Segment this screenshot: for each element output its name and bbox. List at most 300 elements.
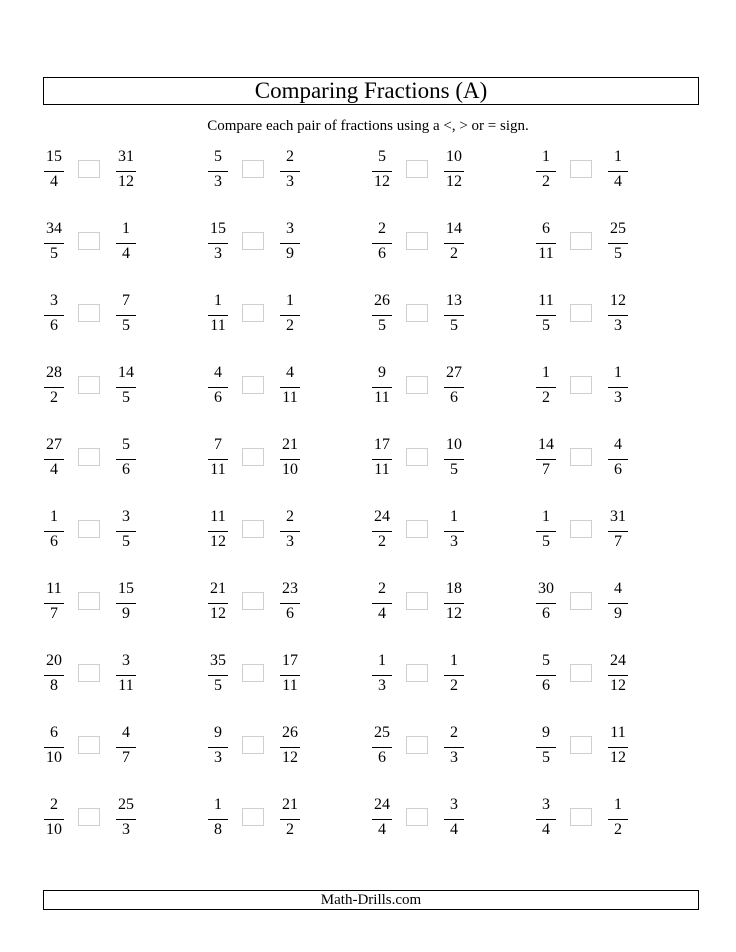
denominator: 3 (450, 749, 458, 766)
left-fraction (368, 508, 396, 554)
fraction-bar (44, 459, 64, 460)
fraction-bar (536, 675, 556, 676)
answer-box[interactable] (242, 376, 264, 394)
fraction-bar (116, 603, 136, 604)
left-fraction (532, 508, 560, 554)
fraction-bar (208, 387, 228, 388)
right-fraction (276, 724, 304, 770)
left-fraction (40, 148, 68, 194)
fraction-bar (44, 747, 64, 748)
fraction-bar (116, 387, 136, 388)
denominator: 3 (122, 821, 130, 838)
right-fraction (112, 148, 140, 194)
denominator: 3 (214, 245, 222, 262)
problem (204, 796, 334, 842)
numerator: 1 (450, 652, 458, 669)
left-fraction (40, 652, 68, 698)
answer-box[interactable] (570, 448, 592, 466)
left-fraction (532, 724, 560, 770)
denominator: 3 (214, 173, 222, 190)
left-fraction (368, 220, 396, 266)
answer-box[interactable] (242, 232, 264, 250)
problem (40, 292, 170, 338)
problem (40, 148, 170, 194)
fraction-bar (44, 315, 64, 316)
problem (40, 796, 170, 842)
numerator: 14 (118, 364, 134, 381)
fraction-bar (444, 819, 464, 820)
answer-box[interactable] (242, 664, 264, 682)
denominator: 8 (214, 821, 222, 838)
answer-box[interactable] (242, 592, 264, 610)
left-fraction (368, 292, 396, 338)
fraction-bar (444, 243, 464, 244)
numerator: 26 (282, 724, 298, 741)
fraction-bar (536, 387, 556, 388)
denominator: 5 (450, 317, 458, 334)
left-fraction (368, 580, 396, 626)
fraction-bar (116, 531, 136, 532)
denominator: 10 (282, 461, 298, 478)
left-fraction (532, 580, 560, 626)
right-fraction (440, 508, 468, 554)
answer-box[interactable] (242, 808, 264, 826)
denominator: 3 (214, 749, 222, 766)
denominator: 11 (374, 389, 390, 406)
answer-box[interactable] (406, 304, 428, 322)
fraction-bar (444, 315, 464, 316)
numerator: 1 (214, 796, 222, 813)
numerator: 6 (542, 220, 550, 237)
answer-box[interactable] (78, 736, 100, 754)
fraction-bar (608, 243, 628, 244)
denominator: 5 (614, 245, 622, 262)
problem (532, 292, 662, 338)
problem (532, 652, 662, 698)
answer-box[interactable] (406, 808, 428, 826)
right-fraction (112, 724, 140, 770)
fraction-bar (116, 675, 136, 676)
problem (532, 436, 662, 482)
numerator: 17 (282, 652, 298, 669)
numerator: 6 (50, 724, 58, 741)
right-fraction (276, 508, 304, 554)
denominator: 5 (122, 317, 130, 334)
right-fraction (276, 796, 304, 842)
numerator: 1 (50, 508, 58, 525)
numerator: 4 (122, 724, 130, 741)
right-fraction (112, 580, 140, 626)
numerator: 2 (378, 220, 386, 237)
denominator: 2 (450, 245, 458, 262)
left-fraction (40, 220, 68, 266)
denominator: 3 (450, 533, 458, 550)
answer-box[interactable] (78, 304, 100, 322)
denominator: 12 (282, 749, 298, 766)
numerator: 28 (46, 364, 62, 381)
fraction-bar (444, 675, 464, 676)
fraction-bar (208, 819, 228, 820)
answer-box[interactable] (570, 304, 592, 322)
right-fraction (440, 652, 468, 698)
right-fraction (440, 364, 468, 410)
numerator: 25 (610, 220, 626, 237)
numerator: 4 (614, 580, 622, 597)
answer-box[interactable] (242, 448, 264, 466)
problem (204, 148, 334, 194)
numerator: 24 (374, 508, 390, 525)
denominator: 4 (450, 821, 458, 838)
denominator: 2 (378, 533, 386, 550)
right-fraction (112, 436, 140, 482)
denominator: 5 (378, 317, 386, 334)
numerator: 14 (446, 220, 462, 237)
numerator: 3 (50, 292, 58, 309)
fraction-bar (536, 459, 556, 460)
numerator: 1 (450, 508, 458, 525)
problem (204, 436, 334, 482)
answer-box[interactable] (406, 376, 428, 394)
denominator: 2 (614, 821, 622, 838)
denominator: 12 (446, 605, 462, 622)
fraction-bar (208, 603, 228, 604)
numerator: 3 (450, 796, 458, 813)
denominator: 2 (450, 677, 458, 694)
numerator: 1 (614, 148, 622, 165)
left-fraction (532, 292, 560, 338)
fraction-bar (372, 315, 392, 316)
answer-box[interactable] (78, 448, 100, 466)
numerator: 21 (282, 796, 298, 813)
fraction-bar (280, 531, 300, 532)
answer-box[interactable] (406, 232, 428, 250)
answer-box[interactable] (406, 664, 428, 682)
fraction-bar (208, 747, 228, 748)
left-fraction (532, 364, 560, 410)
fraction-bar (372, 603, 392, 604)
denominator: 7 (50, 605, 58, 622)
fraction-bar (444, 603, 464, 604)
answer-box[interactable] (78, 592, 100, 610)
numerator: 15 (210, 220, 226, 237)
problem (368, 580, 498, 626)
fraction-bar (536, 171, 556, 172)
instructions: Compare each pair of fractions using a <, > or = sign. (207, 118, 529, 134)
answer-box[interactable] (78, 520, 100, 538)
numerator: 1 (122, 220, 130, 237)
numerator: 27 (446, 364, 462, 381)
left-fraction (204, 148, 232, 194)
problem (368, 652, 498, 698)
numerator: 11 (610, 724, 626, 741)
denominator: 6 (542, 677, 550, 694)
denominator: 3 (614, 389, 622, 406)
denominator: 12 (610, 749, 626, 766)
numerator: 2 (286, 508, 294, 525)
numerator: 35 (210, 652, 226, 669)
fraction-bar (116, 459, 136, 460)
fraction-bar (372, 243, 392, 244)
fraction-bar (208, 315, 228, 316)
denominator: 4 (542, 821, 550, 838)
left-fraction (204, 508, 232, 554)
answer-box[interactable] (570, 592, 592, 610)
numerator: 27 (46, 436, 62, 453)
problem (532, 220, 662, 266)
denominator: 6 (542, 605, 550, 622)
numerator: 11 (46, 580, 62, 597)
numerator: 11 (210, 508, 226, 525)
problem (532, 580, 662, 626)
numerator: 1 (378, 652, 386, 669)
answer-box[interactable] (78, 664, 100, 682)
denominator: 4 (614, 173, 622, 190)
numerator: 34 (46, 220, 62, 237)
fraction-bar (444, 531, 464, 532)
denominator: 12 (118, 173, 134, 190)
numerator: 9 (542, 724, 550, 741)
numerator: 15 (118, 580, 134, 597)
answer-box[interactable] (78, 376, 100, 394)
answer-box[interactable] (570, 376, 592, 394)
fraction-bar (116, 243, 136, 244)
numerator: 1 (614, 364, 622, 381)
problem (40, 580, 170, 626)
fraction-bar (208, 531, 228, 532)
fraction-bar (608, 747, 628, 748)
numerator: 13 (446, 292, 462, 309)
numerator: 2 (286, 148, 294, 165)
denominator: 11 (282, 389, 298, 406)
numerator: 3 (122, 508, 130, 525)
denominator: 8 (50, 677, 58, 694)
problem (40, 652, 170, 698)
fraction-bar (44, 819, 64, 820)
numerator: 10 (446, 148, 462, 165)
left-fraction (40, 436, 68, 482)
problem (368, 292, 498, 338)
left-fraction (204, 220, 232, 266)
fraction-bar (280, 603, 300, 604)
fraction-bar (444, 747, 464, 748)
problem (40, 508, 170, 554)
numerator: 25 (118, 796, 134, 813)
denominator: 3 (614, 317, 622, 334)
numerator: 17 (374, 436, 390, 453)
fraction-bar (116, 747, 136, 748)
fraction-bar (280, 243, 300, 244)
problem (532, 148, 662, 194)
denominator: 5 (122, 533, 130, 550)
denominator: 3 (286, 173, 294, 190)
fraction-bar (608, 315, 628, 316)
denominator: 2 (286, 821, 294, 838)
problem (40, 724, 170, 770)
denominator: 11 (374, 461, 390, 478)
right-fraction (112, 652, 140, 698)
fraction-bar (372, 459, 392, 460)
fraction-bar (608, 387, 628, 388)
right-fraction (440, 724, 468, 770)
numerator: 2 (378, 580, 386, 597)
numerator: 1 (614, 796, 622, 813)
right-fraction (604, 148, 632, 194)
denominator: 12 (610, 677, 626, 694)
right-fraction (604, 652, 632, 698)
answer-box[interactable] (570, 232, 592, 250)
fraction-bar (372, 387, 392, 388)
numerator: 26 (374, 292, 390, 309)
left-fraction (368, 652, 396, 698)
answer-box[interactable] (406, 448, 428, 466)
fraction-bar (608, 603, 628, 604)
denominator: 9 (122, 605, 130, 622)
fraction-bar (44, 243, 64, 244)
numerator: 20 (46, 652, 62, 669)
answer-box[interactable] (406, 592, 428, 610)
numerator: 1 (542, 148, 550, 165)
problem (368, 796, 498, 842)
answer-box[interactable] (242, 736, 264, 754)
right-fraction (276, 292, 304, 338)
answer-box[interactable] (406, 736, 428, 754)
denominator: 9 (614, 605, 622, 622)
fraction-bar (280, 315, 300, 316)
left-fraction (40, 508, 68, 554)
fraction-bar (608, 819, 628, 820)
problem (368, 724, 498, 770)
right-fraction (276, 580, 304, 626)
denominator: 5 (122, 389, 130, 406)
denominator: 2 (542, 173, 550, 190)
numerator: 21 (210, 580, 226, 597)
denominator: 11 (118, 677, 134, 694)
left-fraction (532, 220, 560, 266)
problem (204, 292, 334, 338)
denominator: 9 (286, 245, 294, 262)
right-fraction (112, 508, 140, 554)
denominator: 12 (210, 605, 226, 622)
denominator: 6 (378, 245, 386, 262)
answer-box[interactable] (78, 160, 100, 178)
numerator: 14 (538, 436, 554, 453)
fraction-bar (536, 315, 556, 316)
numerator: 18 (446, 580, 462, 597)
denominator: 6 (50, 317, 58, 334)
answer-box[interactable] (570, 808, 592, 826)
answer-box[interactable] (242, 304, 264, 322)
right-fraction (604, 724, 632, 770)
right-fraction (276, 148, 304, 194)
answer-box[interactable] (406, 520, 428, 538)
numerator: 7 (214, 436, 222, 453)
left-fraction (368, 364, 396, 410)
answer-box[interactable] (78, 808, 100, 826)
fraction-bar (116, 171, 136, 172)
answer-box[interactable] (570, 664, 592, 682)
left-fraction (204, 580, 232, 626)
numerator: 3 (122, 652, 130, 669)
right-fraction (112, 364, 140, 410)
problem (368, 508, 498, 554)
denominator: 4 (378, 821, 386, 838)
denominator: 5 (542, 749, 550, 766)
denominator: 6 (214, 389, 222, 406)
numerator: 12 (610, 292, 626, 309)
answer-box[interactable] (242, 160, 264, 178)
numerator: 23 (282, 580, 298, 597)
fraction-bar (536, 819, 556, 820)
fraction-bar (536, 531, 556, 532)
fraction-bar (44, 531, 64, 532)
right-fraction (604, 436, 632, 482)
right-fraction (112, 292, 140, 338)
left-fraction (532, 796, 560, 842)
answer-box[interactable] (570, 160, 592, 178)
numerator: 9 (378, 364, 386, 381)
problem (204, 580, 334, 626)
problem (368, 436, 498, 482)
page-title: Comparing Fractions (A) (43, 77, 699, 105)
denominator: 12 (210, 533, 226, 550)
answer-box[interactable] (78, 232, 100, 250)
fraction-bar (372, 675, 392, 676)
numerator: 25 (374, 724, 390, 741)
left-fraction (40, 580, 68, 626)
fraction-bar (280, 171, 300, 172)
denominator: 6 (286, 605, 294, 622)
denominator: 3 (378, 677, 386, 694)
left-fraction (204, 796, 232, 842)
right-fraction (440, 148, 468, 194)
problem (532, 364, 662, 410)
answer-box[interactable] (242, 520, 264, 538)
fraction-bar (44, 675, 64, 676)
fraction-bar (208, 675, 228, 676)
left-fraction (204, 724, 232, 770)
fraction-bar (444, 387, 464, 388)
answer-box[interactable] (570, 520, 592, 538)
denominator: 11 (210, 317, 226, 334)
right-fraction (604, 796, 632, 842)
left-fraction (40, 796, 68, 842)
denominator: 3 (286, 533, 294, 550)
right-fraction (440, 580, 468, 626)
right-fraction (276, 652, 304, 698)
numerator: 31 (610, 508, 626, 525)
fraction-bar (536, 243, 556, 244)
denominator: 4 (378, 605, 386, 622)
fraction-bar (280, 819, 300, 820)
left-fraction (40, 724, 68, 770)
right-fraction (440, 292, 468, 338)
answer-box[interactable] (570, 736, 592, 754)
right-fraction (276, 220, 304, 266)
fraction-bar (372, 531, 392, 532)
fraction-bar (372, 819, 392, 820)
fraction-bar (608, 459, 628, 460)
answer-box[interactable] (406, 160, 428, 178)
denominator: 10 (46, 749, 62, 766)
denominator: 4 (50, 173, 58, 190)
fraction-bar (280, 459, 300, 460)
left-fraction (532, 652, 560, 698)
right-fraction (604, 364, 632, 410)
numerator: 5 (542, 652, 550, 669)
problem (204, 724, 334, 770)
numerator: 1 (542, 364, 550, 381)
numerator: 5 (378, 148, 386, 165)
